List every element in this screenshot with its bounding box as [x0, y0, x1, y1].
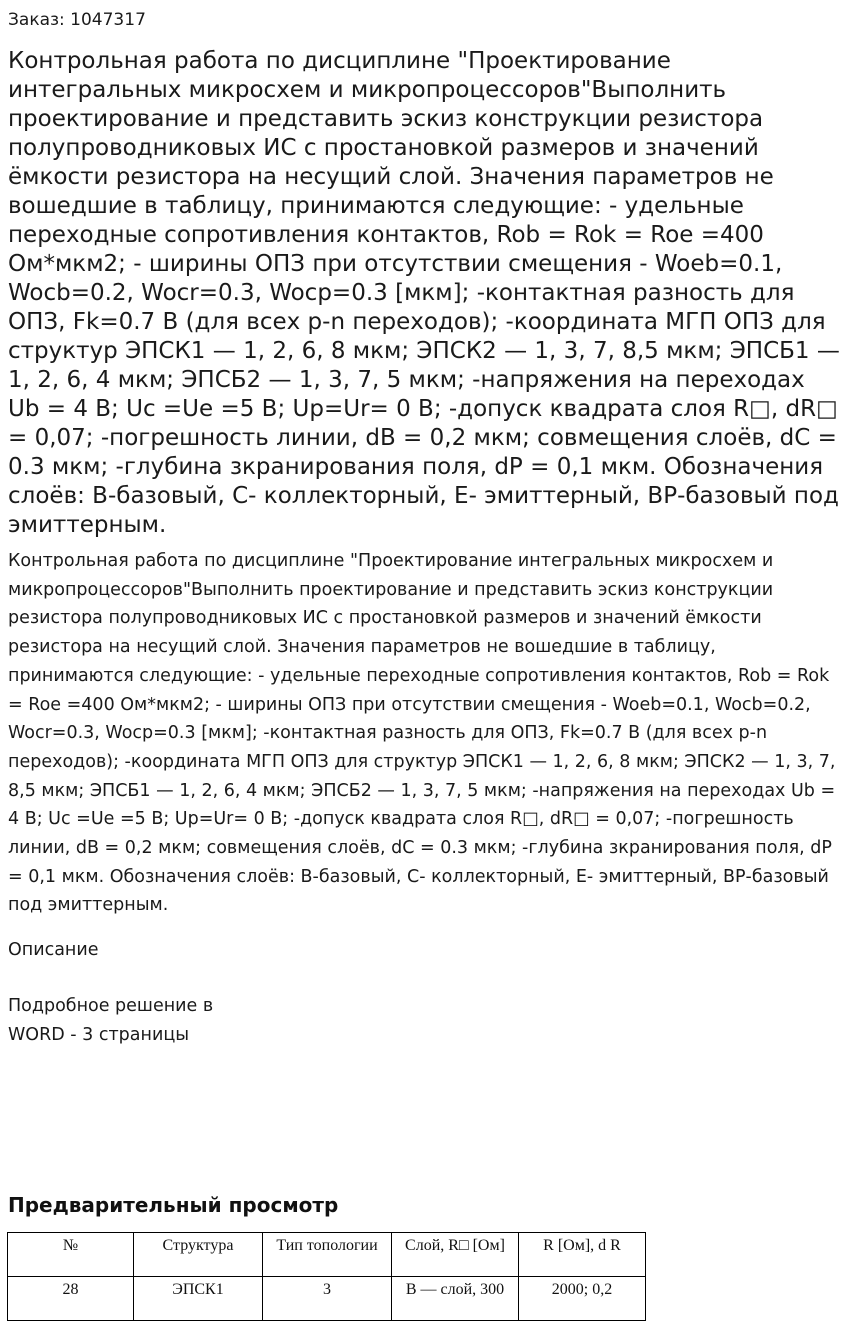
- table-header-cell: Слой, R□ [Ом]: [392, 1233, 519, 1277]
- table-cell: ЭПСК1: [134, 1277, 263, 1321]
- table-cell: 28: [8, 1277, 134, 1321]
- description-label: Описание: [8, 940, 99, 961]
- preview-table: [7, 1232, 646, 1321]
- order-number: Заказ: 1047317: [8, 10, 146, 30]
- table-cell: 2000; 0,2: [519, 1277, 646, 1321]
- work-title: Контрольная работа по дисциплине "Проектирование интегральных микросхем и микропроцессоров"Выполнить проектирование и представить эскиз конструкции резистора полупроводниковых ИС с простановкой размеров и значений ёмкости резистора на несущий слой. Значения параметров не вошедшие в таблицу, принимаются следующие: - удельные переходные сопротивления контактов, Rob = Rok = Roe =400 Ом*мкм2; - ширины ОПЗ при отсутствии смещения - Woeb=0.1, Wocb=0.2, Wocr=0.3, Wocp=0.3 [мкм]; -контактная разность для ОПЗ, Fk=0.7 В (для всех p-n переходов); -координата МГП ОПЗ для структур ЭПСК1 — 1, 2, 6, 8 мкм; ЭПСК2 — 1, 3, 7, 8,5 мкм; ЭПСБ1 — 1, 2, 6, 4 мкм; ЭПСБ2 — 1, 3, 7, 5 мкм; -напряжения на переходах Ub = 4 В; Uc =Ue =5 В; Up=Ur= 0 В; -допуск квадрата слоя R□, dR□ = 0,07; -погрешность линии, dB = 0,2 мкм; совмещения слоёв, dC = 0.3 мкм; -глубина зкранирования поля, dP = 0,1 мкм. Обозначения слоёв: В-базовый, С- коллекторный, Е- эмиттерный, ВР-базовый под эмиттерным.: [8, 48, 840, 538]
- table-row: [8, 1277, 646, 1321]
- table-header-cell: Тип топологии: [263, 1233, 392, 1277]
- page-content: [8, 0, 841, 1050]
- description-line: WORD - 3 страницы: [8, 1025, 190, 1046]
- table-header-row: [8, 1233, 646, 1277]
- table-cell: 3: [263, 1277, 392, 1321]
- table-header-cell: №: [8, 1233, 134, 1277]
- preview-title: Предварительный просмотр: [8, 1193, 339, 1217]
- description-line: Подробное решение в: [8, 996, 214, 1017]
- preview-document: [7, 1232, 646, 1321]
- table-header-cell: Структура: [134, 1233, 263, 1277]
- work-text: Контрольная работа по дисциплине "Проектирование интегральных микросхем и микропроцессоров"Выполнить проектирование и представить эскиз конструкции резистора полупроводниковых ИС с простановкой размеров и значений ёмкости резистора на несущий слой. Значения параметров не вошедшие в таблицу, принимаются следующие: - удельные переходные сопротивления контактов, Rob = Rok = Roe =400 Ом*мкм2; - ширины ОПЗ при отсутствии смещения - Woeb=0.1, Wocb=0.2, Wocr=0.3, Wocp=0.3 [мкм]; -контактная разность для ОПЗ, Fk=0.7 В (для всех p-n переходов); -координата МГП ОПЗ для структур ЭПСК1 — 1, 2, 6, 8 мкм; ЭПСК2 — 1, 3, 7, 8,5 мкм; ЭПСБ1 — 1, 2, 6, 4 мкм; ЭПСБ2 — 1, 3, 7, 5 мкм; -напряжения на переходах Ub = 4 В; Uc =Ue =5 В; Up=Ur= 0 В; -допуск квадрата слоя R□, dR□ = 0,07; -погрешность линии, dB = 0,2 мкм; совмещения слоёв, dC = 0.3 мкм; -глубина зкранирования поля, dP = 0,1 мкм. Обозначения слоёв: В-базовый, С- коллекторный, Е- эмиттерный, ВР-базовый под эмиттерным.: [8, 551, 836, 916]
- table-cell: В — слой, 300: [392, 1277, 519, 1321]
- description-text: [8, 992, 841, 1050]
- table-header-cell: R [Ом], d R: [519, 1233, 646, 1277]
